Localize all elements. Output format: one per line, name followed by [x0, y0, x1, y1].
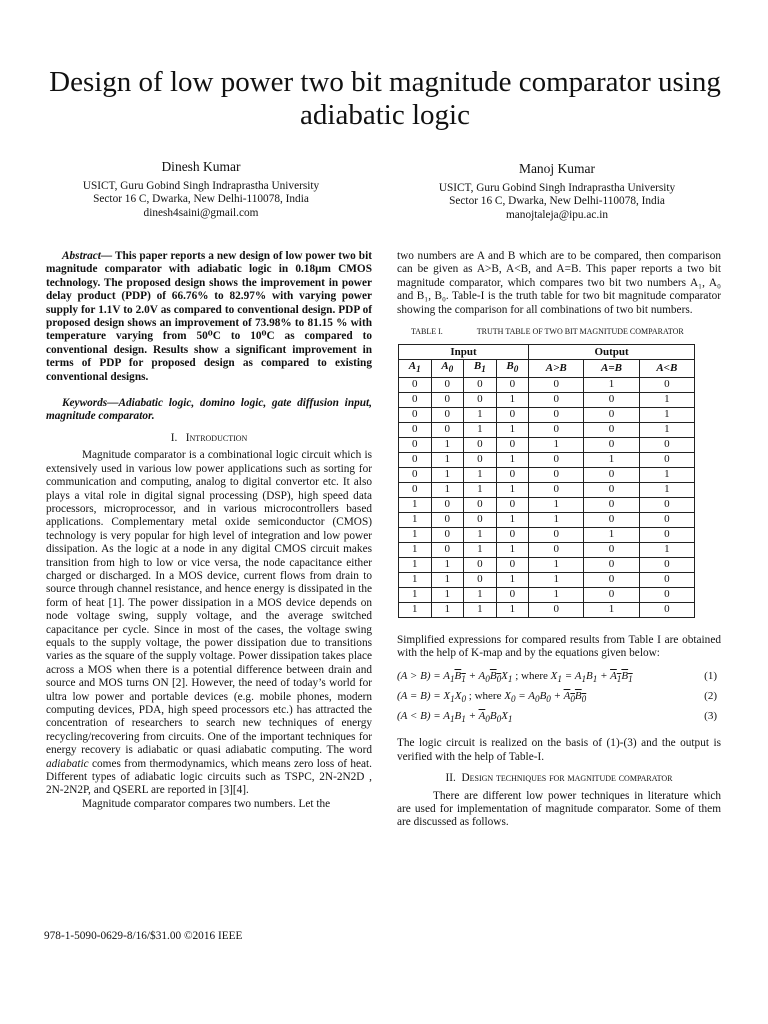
table-cell: 0	[529, 452, 584, 467]
table-group-input: Input	[399, 345, 529, 360]
table-cell: 0	[584, 572, 639, 587]
table-cell: 0	[496, 407, 529, 422]
section-title: Design techniques for magnitude comparator	[461, 772, 673, 785]
table-cell: 1	[496, 392, 529, 407]
table-cell: 1	[464, 527, 497, 542]
table-cell: 0	[399, 452, 432, 467]
table-cell: 1	[431, 467, 464, 482]
table-cell: 0	[399, 482, 432, 497]
copyright-footer: 978-1-5090-0629-8/16/$31.00 ©2016 IEEE	[44, 930, 243, 942]
table-cell: 1	[496, 542, 529, 557]
table-cell: 0	[529, 467, 584, 482]
table-row	[399, 587, 695, 602]
table-cell: 0	[399, 407, 432, 422]
table-cell: 1	[639, 392, 694, 407]
table-row	[399, 497, 695, 512]
table-cell: 1	[639, 422, 694, 437]
table-cell: 0	[639, 512, 694, 527]
equation-number: (3)	[704, 710, 717, 723]
intro-text: Magnitude comparator is a combinational logic circuit which is extensively used in various low power applications such as sorting for communication and computing, analog to digital convertor etc. It also plays a vital role in digital signal processing (DSP), high speed data processors, microprocessor, and in various microcontrollers based applications. Complementary metal oxide semiconductor (CMOS) technology is very popular for high level of integration and low power dissipation. As the logic at a node in any digital CMOS circuit makes transition from high to low or vice versa, the node capacitance either charged or discharged. In a MOS device, current flows from drain to source through channel resistance, and hence energy is dissipated in the form of heat [1]. The power dissipation in a MOS device depends on node voltage swing, supply voltage, and the average switched capacitance per cycle. Since in most of the cases, the voltage swing equals to the supply voltage, the power dissipation due to transitions varies as the square of the supply voltage. Power dissipation takes place across a MOS when there is a potential difference between drain and source and MOS turns ON [2]. However, the need of today’s world for ultra low power and portable devices (e.g. mobile phones, modern computing devices, PDA, high speed processors etc.) has attracted the concentration of researchers to search new techniques of energy recycling/recovering from circuits. One of the important techniques for energy recovery is adiabatic or quasi adiabatic computing. The word	[46, 449, 372, 757]
equation-2: $(A = B) = X_1X_0$ ; where $X_0 = A_0B_0 + A_0B_0$ (2)	[397, 689, 721, 707]
table-cell: 1	[431, 602, 464, 617]
equations	[397, 669, 721, 728]
abstract-text: This paper reports a new design of low power two bit magnitude comparator with adiabatic logic in 0.18μm CMOS technology. The proposed design shows the improvement in power delay product (PDP) of 66.76% to 82.97% with varying power supply for 1.1V to 2.0V as compared to conventional design. PDP of proposed design shows an improvement of 73.98% to 81.15 % with temperature varying from 50⁰C to 10⁰C as compared to conventional design. Results show a significant improvement in terms of PDP for proposed design as compared to existing conventional designs.	[46, 250, 372, 383]
table-cell: 0	[584, 392, 639, 407]
table-cell: 1	[584, 527, 639, 542]
table-cell: 1	[584, 377, 639, 392]
table-cell: 1	[529, 587, 584, 602]
table-cell: 1	[399, 572, 432, 587]
table-cell: 1	[529, 572, 584, 587]
table-row	[399, 452, 695, 467]
table-cell: 1	[584, 452, 639, 467]
abstract	[46, 250, 372, 384]
table-cell: 1	[399, 497, 432, 512]
table-row	[399, 467, 695, 482]
author-email: dinesh4saini@gmail.com	[143, 206, 259, 219]
author-email: manojtaleja@ipu.ac.in	[506, 208, 608, 221]
table-cell: 0	[584, 557, 639, 572]
table-cell: 0	[584, 422, 639, 437]
table-cell: 1	[639, 407, 694, 422]
table-cell: 0	[399, 467, 432, 482]
simplified-paragraph: Simplified expressions for compared results from Table I are obtained with the help of K-map and by the equations given below:	[397, 633, 721, 660]
table-header-cell: A<B	[639, 360, 694, 377]
table-row	[399, 482, 695, 497]
table-cell: 1	[496, 422, 529, 437]
table-cell: 0	[639, 572, 694, 587]
table-cell: 1	[529, 557, 584, 572]
section-1-heading	[46, 432, 372, 445]
equation-1: $(A > B) = A_1B_1 + A_0B_0X_1$ ; where $X_1 = A_1B_1 + A_1B_1$ (1)	[397, 669, 721, 687]
intro-paragraph-2: Magnitude comparator compares two numbers. Let the	[82, 797, 331, 810]
table-cell: 0	[639, 527, 694, 542]
author-address: Sector 16 C, Dwarka, New Delhi-110078, India	[449, 195, 665, 207]
author-address: Sector 16 C, Dwarka, New Delhi-110078, India	[93, 193, 309, 205]
table-cell: 0	[584, 437, 639, 452]
table-group-output: Output	[529, 345, 695, 360]
table-cell: 0	[639, 377, 694, 392]
table-cell: 1	[399, 542, 432, 557]
table-label: TABLE I.	[411, 327, 443, 337]
author-block-2	[412, 162, 702, 222]
table-header-cell: $A_0$	[431, 360, 464, 377]
table-cell: 0	[399, 422, 432, 437]
table-cell: 1	[431, 482, 464, 497]
table-cell: 0	[584, 497, 639, 512]
section-number: II.	[445, 772, 456, 785]
table-cell: 0	[399, 377, 432, 392]
table-cell: 1	[639, 542, 694, 557]
table-cell: 0	[639, 602, 694, 617]
table-cell: 0	[464, 392, 497, 407]
left-column	[46, 250, 372, 811]
table-cell: 0	[639, 557, 694, 572]
table-cell: 0	[584, 407, 639, 422]
table-cell: 0	[584, 587, 639, 602]
section-2-paragraph: There are different low power techniques in literature which are used for implementation of magnitude comparator. Some of them are discussed as follows.	[397, 789, 721, 829]
table-row	[399, 557, 695, 572]
table-row	[399, 602, 695, 617]
table-caption-text: TRUTH TABLE OF TWO BIT MAGNITUDE COMPARATOR	[476, 327, 684, 337]
table-header-cell: A>B	[529, 360, 584, 377]
keywords	[46, 397, 372, 424]
table-cell: 0	[529, 482, 584, 497]
table-cell: 1	[496, 452, 529, 467]
table-cell: 0	[496, 437, 529, 452]
table-cell: 0	[464, 512, 497, 527]
table-caption	[411, 325, 721, 338]
author-name: Manoj Kumar	[518, 161, 596, 176]
abstract-label: Abstract—	[62, 250, 113, 262]
table-cell: 0	[529, 422, 584, 437]
section-title: Introduction	[185, 431, 248, 444]
table-header-cell: $A_1$	[399, 360, 432, 377]
table-cell: 0	[529, 527, 584, 542]
table-cell: 0	[496, 377, 529, 392]
table-cell: 0	[639, 437, 694, 452]
table-cell: 1	[464, 587, 497, 602]
intro-italic-word: adiabatic	[46, 757, 89, 770]
table-cell: 1	[431, 557, 464, 572]
table-cell: 1	[431, 437, 464, 452]
comparison-paragraph: two numbers are A and B which are to be compared, then comparison can be given as A>B, A<B, and A=B. This paper reports a two bit magnitude comparator, which compares two bit two numbers A₁, A₀ and B₁, B₀. Table-I is the truth table for two bit magnitude comparator showing the comparison for all combinations of two bit numbers.	[397, 250, 721, 316]
table-cell: 1	[529, 512, 584, 527]
table-cell: 0	[464, 377, 497, 392]
table-cell: 0	[529, 602, 584, 617]
equation-number: (2)	[704, 689, 717, 702]
table-header-cell: $B_0$	[496, 360, 529, 377]
paper-title: Design of low power two bit magnitude comparator using adiabatic logic	[49, 66, 721, 131]
table-cell: 0	[496, 497, 529, 512]
table-header-cell: A=B	[584, 360, 639, 377]
table-cell: 0	[584, 482, 639, 497]
table-cell: 1	[431, 572, 464, 587]
author-block-1	[56, 160, 346, 220]
author-affiliation: USICT, Guru Gobind Singh Indraprastha University	[82, 179, 320, 192]
table-cell: 1	[639, 482, 694, 497]
table-cell: 1	[529, 497, 584, 512]
table-cell: 0	[639, 587, 694, 602]
table-cell: 1	[464, 602, 497, 617]
table-cell: 1	[529, 437, 584, 452]
table-cell: 0	[529, 542, 584, 557]
table-cell: 1	[496, 572, 529, 587]
table-cell: 0	[431, 497, 464, 512]
table-row	[399, 392, 695, 407]
right-column	[397, 250, 721, 830]
table-cell: 0	[639, 452, 694, 467]
table-cell: 0	[431, 542, 464, 557]
table-cell: 1	[399, 602, 432, 617]
table-cell: 0	[496, 467, 529, 482]
table-cell: 0	[431, 392, 464, 407]
table-row	[399, 422, 695, 437]
table-cell: 1	[464, 542, 497, 557]
equation-number: (1)	[704, 669, 717, 682]
table-cell: 0	[431, 527, 464, 542]
table-cell: 1	[399, 587, 432, 602]
author-name: Dinesh Kumar	[161, 159, 241, 174]
intro-paragraph	[46, 449, 372, 798]
table-cell: 0	[464, 437, 497, 452]
table-cell: 0	[584, 512, 639, 527]
table-cell: 0	[431, 512, 464, 527]
table-cell: 1	[464, 467, 497, 482]
table-cell: 0	[464, 557, 497, 572]
intro-text-end: comes from thermodynamics, which means zero loss of heat. Different types of adiabatic logic circuits such as TSPC, 2N-2N2D , 2N-2N2P, and QSERL are reported in [3][4].	[46, 757, 372, 797]
table-cell: 1	[399, 527, 432, 542]
table-cell: 1	[464, 407, 497, 422]
table-cell: 0	[529, 377, 584, 392]
table-cell: 1	[431, 452, 464, 467]
table-cell: 0	[584, 467, 639, 482]
table-cell: 1	[399, 557, 432, 572]
table-row	[399, 407, 695, 422]
section-2-heading	[397, 772, 721, 785]
table-cell: 0	[431, 377, 464, 392]
table-row	[399, 572, 695, 587]
table-cell: 0	[496, 527, 529, 542]
table-cell: 0	[639, 497, 694, 512]
logic-paragraph: The logic circuit is realized on the basis of (1)-(3) and the output is verified with the help of Table-I.	[397, 737, 721, 763]
table-cell: 0	[584, 542, 639, 557]
table-cell: 1	[496, 512, 529, 527]
keywords-text: Adiabatic logic, domino logic, gate diffusion input, magnitude comparator.	[46, 397, 372, 423]
table-cell: 0	[529, 407, 584, 422]
table-cell: 0	[399, 392, 432, 407]
keywords-label: Keywords—	[62, 397, 119, 410]
table-cell: 1	[639, 467, 694, 482]
table-cell: 0	[431, 422, 464, 437]
equation-3: $(A < B) = A_1B_1 + \overline{A}_0B_0X_1$ (3)	[397, 709, 721, 727]
table-cell: 1	[464, 482, 497, 497]
author-affiliation: USICT, Guru Gobind Singh Indraprastha University	[438, 181, 676, 194]
table-cell: 0	[399, 437, 432, 452]
table-cell: 0	[529, 392, 584, 407]
table-cell: 1	[584, 602, 639, 617]
table-row	[399, 437, 695, 452]
table-row	[399, 377, 695, 392]
table-cell: 1	[496, 482, 529, 497]
table-cell: 0	[496, 557, 529, 572]
table-row	[399, 512, 695, 527]
table-header-cell: $B_1$	[464, 360, 497, 377]
table-cell: 1	[496, 602, 529, 617]
table-cell: 1	[399, 512, 432, 527]
table-row	[399, 527, 695, 542]
table-cell: 0	[496, 587, 529, 602]
table-cell: 1	[431, 587, 464, 602]
section-number: I.	[170, 431, 178, 444]
table-cell: 0	[464, 497, 497, 512]
truth-table	[398, 344, 695, 617]
table-cell: 0	[431, 407, 464, 422]
table-cell: 0	[464, 572, 497, 587]
table-row	[399, 542, 695, 557]
table-cell: 1	[464, 422, 497, 437]
table-cell: 0	[464, 452, 497, 467]
